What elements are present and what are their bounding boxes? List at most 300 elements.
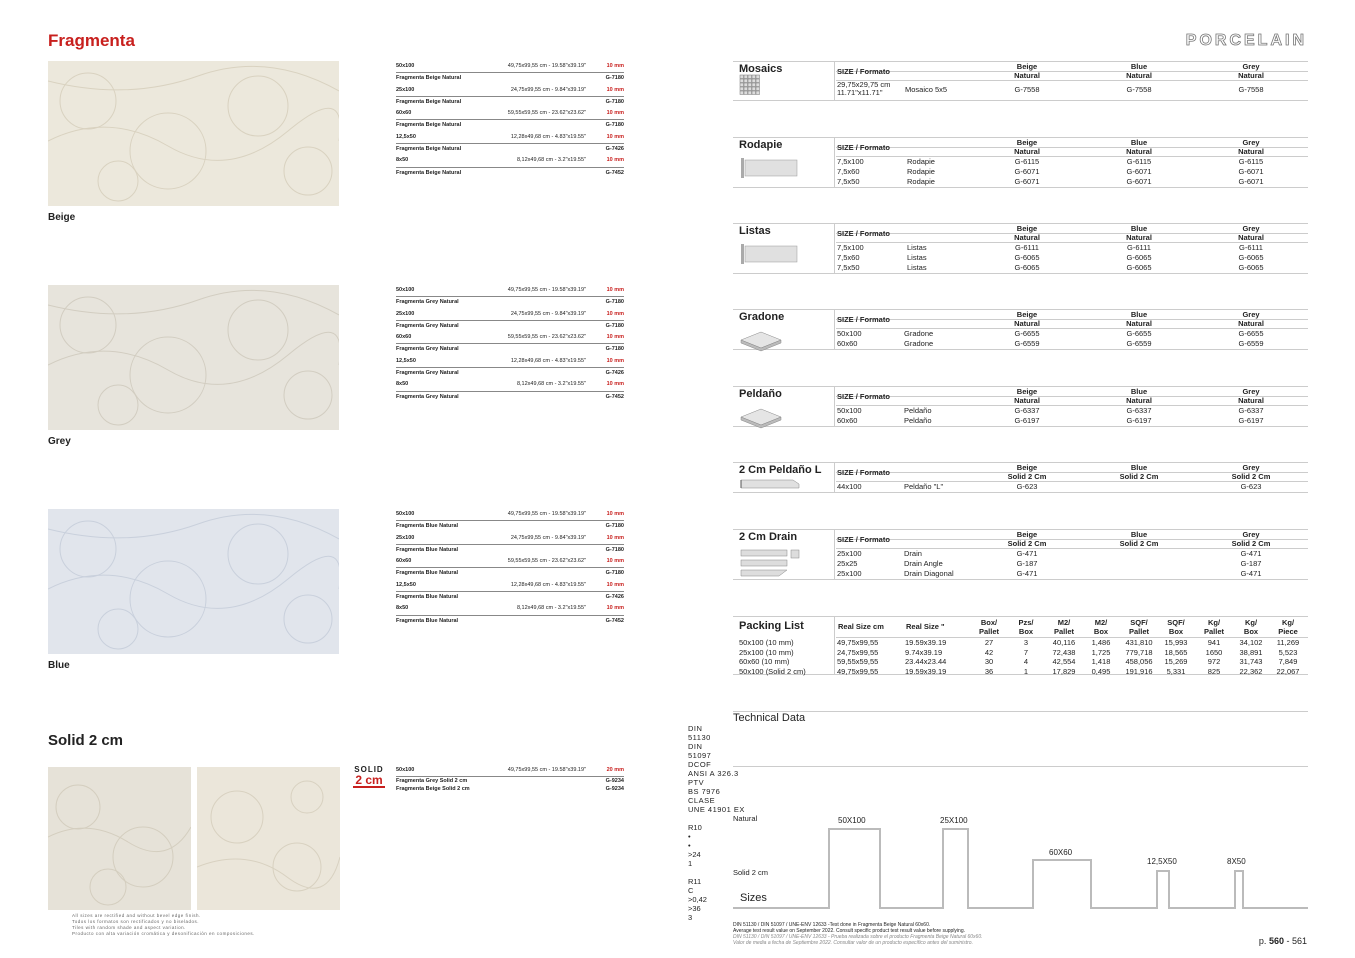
color-header: Beige — [1016, 224, 1038, 233]
spec-name-row — [396, 545, 624, 556]
packing-cell: 22,362 — [1239, 666, 1263, 676]
accessory-title: 2 Cm Drain — [739, 531, 798, 543]
row-name: Gradone — [904, 329, 934, 338]
spec-thickness: 10 mm — [606, 157, 624, 164]
color-header: Beige — [1016, 138, 1038, 147]
color-header: Blue — [1130, 138, 1148, 147]
spec-size-row — [396, 556, 624, 568]
row-code: G-6197 — [1014, 416, 1040, 425]
packing-cell: 458,056 — [1125, 657, 1153, 666]
spec-name-row — [396, 616, 624, 627]
divider — [834, 138, 835, 187]
spec-code: G-7426 — [605, 146, 624, 153]
tech-header: 51097 — [688, 751, 712, 760]
row-code: G-6065 — [1014, 253, 1040, 262]
packing-header: Kg/ Pallet — [1203, 618, 1224, 636]
spec-dimensions: 59,55x59,55 cm - 23.62"x23.62" — [507, 334, 586, 341]
accessory-title: Listas — [739, 225, 771, 237]
row-name: Rodapie — [907, 167, 935, 176]
tech-header: BS 7976 — [688, 787, 721, 796]
color-header: Grey — [1242, 138, 1260, 147]
packing-cell: 31,743 — [1239, 657, 1263, 666]
spec-thickness: 20 mm — [606, 767, 624, 773]
spec-thickness: 10 mm — [606, 310, 624, 317]
size-header: SIZE / Formato — [837, 392, 890, 401]
spec-dimensions: 8,12x49,68 cm - 3.2"x19.55" — [516, 381, 586, 388]
row-code: G-6115 — [1014, 157, 1040, 166]
color-header: Beige — [1016, 387, 1038, 396]
row-name: Rodapie — [907, 157, 935, 166]
spec-size: 50x100 — [396, 63, 415, 69]
accessory-listas — [733, 223, 1308, 274]
packing-cell: 17,829 — [1052, 666, 1076, 676]
accessory-illustration — [739, 156, 799, 182]
finish-header: Natural — [1238, 147, 1264, 156]
row-size: 25x100 — [837, 549, 862, 558]
spec-dimensions: 49,75x99,55 cm - 19.58"x39.19" — [507, 63, 586, 69]
row-code: G-6111 — [1127, 243, 1151, 252]
tech-header: 51130 — [688, 733, 711, 742]
packing-cell: 49,75x99,55 — [837, 638, 879, 647]
spec-name-row — [396, 521, 624, 532]
size-label: 12,5X50 — [1147, 857, 1177, 866]
packing-cell: 1 — [1023, 666, 1029, 676]
spec-code: G-7452 — [605, 169, 624, 176]
finish-header: Natural — [1014, 71, 1040, 80]
sizes-line — [733, 829, 1308, 908]
packing-header: Real Size " — [906, 622, 945, 631]
packing-cell: 42,554 — [1052, 657, 1076, 666]
finish-header: Natural — [1126, 396, 1152, 405]
packing-header: SQF/ Pallet — [1128, 618, 1149, 636]
spec-table-beige — [396, 61, 624, 179]
row-code: G-6337 — [1014, 406, 1040, 415]
packing-cell: 42 — [984, 647, 994, 657]
spec-code: G-7452 — [605, 617, 624, 624]
tile-image-solid-grey — [48, 767, 191, 910]
spec-dimensions: 24,75x99,55 cm - 9.84"x39.19" — [510, 86, 586, 93]
row-code: G-6071 — [1014, 177, 1040, 186]
tech-row-label: Natural — [733, 814, 758, 823]
spec-name-row — [396, 168, 624, 179]
spec-name-row — [396, 144, 624, 155]
spec-size-row — [396, 61, 624, 73]
spec-table-blue — [396, 509, 624, 627]
packing-cell: 27 — [984, 638, 994, 647]
accessory-mosaics — [733, 61, 1308, 101]
spec-code: G-7180 — [605, 322, 624, 329]
finish-header: Natural — [1014, 319, 1040, 328]
tech-header: PTV — [688, 778, 705, 787]
row-code: G-471 — [1240, 569, 1262, 578]
spec-name: Fragmenta Beige Natural — [396, 122, 462, 129]
spec-size: 60x60 — [396, 110, 412, 117]
spec-code: G-9234 — [605, 786, 624, 793]
spec-name: Fragmenta Grey Natural — [396, 299, 459, 306]
packing-header: M2/ Box — [1093, 618, 1109, 636]
finish-header: Natural — [1238, 319, 1264, 328]
row-code: G-187 — [1240, 559, 1262, 568]
color-header: Grey — [1242, 530, 1260, 539]
accessory-illustration — [739, 476, 801, 492]
tile-image-grey — [48, 285, 339, 430]
spec-size: 60x60 — [396, 558, 412, 565]
spec-dimensions: 12,28x49,68 cm - 4.83"x19.55" — [510, 133, 586, 140]
collection-label: Beige — [48, 212, 76, 223]
finish-header: Solid 2 Cm — [1119, 539, 1159, 548]
sizes-title: Sizes — [740, 892, 767, 904]
spec-thickness: 10 mm — [606, 511, 624, 517]
packing-cell: 5,523 — [1278, 647, 1298, 657]
row-size: 29,75x29,75 cm 11.71"x11.71" — [837, 80, 891, 97]
spec-size-row — [396, 132, 624, 144]
row-code: G-6065 — [1238, 263, 1264, 272]
row-code: G-6337 — [1238, 406, 1264, 415]
row-size: 7,5x100 — [837, 157, 864, 166]
spec-size: 25x100 — [396, 86, 415, 93]
packing-cell: 825 — [1207, 666, 1221, 676]
packing-format: 50x100 (10 mm) — [739, 638, 794, 647]
tech-cell: R11 — [688, 877, 702, 886]
row-size: 50x100 — [837, 406, 862, 415]
footnote-line: Todos los formatos son rectificados y no biselados. — [72, 919, 200, 924]
row-name: Peldaño — [904, 416, 932, 425]
tech-cell: R10 — [688, 823, 702, 832]
spec-name-row — [396, 568, 624, 579]
packing-format: 25x100 (10 mm) — [739, 647, 794, 657]
packing-cell: 0,495 — [1091, 666, 1111, 676]
solid-badge-thickness: 2 cm — [353, 774, 385, 788]
row-size: 60x60 — [837, 416, 858, 425]
packing-cell: 191,916 — [1125, 666, 1153, 676]
finish-header: Solid 2 Cm — [1007, 539, 1047, 548]
spec-size: 12,5x50 — [396, 581, 416, 588]
color-header: Beige — [1016, 463, 1038, 472]
spec-code: G-7452 — [605, 393, 624, 400]
spec-name-row — [396, 392, 624, 403]
row-size: 50x100 — [837, 329, 862, 338]
row-code: G-6115 — [1238, 157, 1264, 166]
spec-code: G-7180 — [605, 98, 624, 105]
finish-header: Natural — [1126, 147, 1152, 156]
row-size: 7,5x100 — [837, 243, 864, 252]
packing-format: 50x100 (Solid 2 cm) — [739, 666, 806, 676]
spec-name-row — [396, 368, 624, 379]
accessory-title: Gradone — [739, 311, 785, 323]
packing-cell: 19.59x39.19 — [905, 638, 947, 647]
solid-badge-label: SOLID — [354, 765, 384, 774]
divider — [834, 62, 835, 100]
row-name: Listas — [907, 263, 927, 272]
size-header: SIZE / Formato — [837, 535, 890, 544]
row-size: 25x100 — [837, 569, 862, 578]
accessory-illustration — [739, 242, 799, 268]
spec-code: G-9234 — [605, 778, 624, 785]
accessory-illustration — [739, 74, 761, 98]
accessory-title: Mosaics — [739, 63, 783, 75]
row-code: G-471 — [1016, 569, 1038, 578]
size-label: 50X100 — [838, 816, 866, 825]
row-code: G-187 — [1016, 559, 1038, 568]
spec-name-row — [396, 321, 624, 332]
divider — [834, 617, 835, 674]
packing-cell: 9.74x39.19 — [905, 647, 943, 657]
size-header: SIZE / Formato — [837, 67, 890, 76]
packing-cell: 7,849 — [1278, 657, 1298, 666]
row-code: G-6655 — [1014, 329, 1040, 338]
finish-header: Natural — [1126, 71, 1152, 80]
row-code: G-6559 — [1238, 339, 1264, 348]
row-code: G-7558 — [1238, 85, 1264, 94]
packing-cell: 72,438 — [1052, 647, 1076, 657]
size-header: SIZE / Formato — [837, 315, 890, 324]
spec-name-row — [396, 297, 624, 308]
packing-cell: 23.44x23.44 — [905, 657, 947, 666]
packing-cell: 3 — [1023, 638, 1029, 647]
spec-code: G-7180 — [605, 546, 624, 553]
finish-header: Solid 2 Cm — [1119, 472, 1159, 481]
row-code: G-7558 — [1014, 85, 1040, 94]
color-header: Grey — [1242, 224, 1260, 233]
spec-size-row — [396, 509, 624, 521]
packing-cell: 15,269 — [1164, 657, 1188, 666]
spec-name-row — [396, 73, 624, 84]
packing-title: Packing List — [739, 620, 804, 632]
spec-size-row — [396, 379, 624, 391]
finish-header: Natural — [1014, 147, 1040, 156]
size-label: 8X50 — [1227, 857, 1246, 866]
accessory-2-cm-pelda-o-l — [733, 462, 1308, 493]
page-number — [1259, 936, 1307, 946]
spec-dimensions: 8,12x49,68 cm - 3.2"x19.55" — [516, 605, 586, 612]
spec-name: Fragmenta Blue Natural — [396, 617, 459, 624]
color-header: Grey — [1242, 310, 1260, 319]
packing-cell: 59,55x59,55 — [837, 657, 879, 666]
tech-header: DIN — [688, 742, 703, 751]
packing-cell: 5,331 — [1166, 666, 1186, 676]
tech-header: CLASE — [688, 796, 716, 805]
row-name: Listas — [907, 243, 927, 252]
size-label: 25X100 — [940, 816, 968, 825]
spec-name: Fragmenta Blue Natural — [396, 594, 459, 601]
category-title: PORCELAIN — [1185, 32, 1307, 49]
spec-dimensions: 24,75x99,55 cm - 9.84"x39.19" — [510, 310, 586, 317]
row-name: Drain — [904, 549, 922, 558]
spec-size-row — [396, 155, 624, 167]
packing-cell: 40,116 — [1052, 638, 1076, 647]
packing-cell: 36 — [984, 666, 994, 676]
footnote — [72, 913, 255, 937]
brand-title: Fragmenta — [48, 31, 135, 50]
color-header: Grey — [1242, 62, 1260, 71]
accessory-title: 2 Cm Peldaño L — [739, 464, 822, 476]
row-code: G-6065 — [1126, 253, 1152, 262]
spec-code: G-7180 — [605, 523, 624, 530]
solid-heading: Solid 2 cm — [48, 732, 124, 749]
size-header: SIZE / Formato — [837, 229, 890, 238]
spec-size-row — [396, 580, 624, 592]
accessory-title: Rodapie — [739, 139, 783, 151]
tech-header: DIN — [688, 724, 703, 733]
row-code: G-6337 — [1126, 406, 1152, 415]
spec-dimensions: 12,28x49,68 cm - 4.83"x19.55" — [510, 581, 586, 588]
spec-size: 50x100 — [396, 767, 415, 773]
packing-cell: 1,725 — [1091, 647, 1111, 657]
spec-code: G-7180 — [605, 570, 624, 577]
row-name: Listas — [907, 253, 927, 262]
row-code: G-623 — [1016, 482, 1038, 491]
spec-thickness: 10 mm — [606, 534, 624, 541]
row-size: 44x100 — [837, 482, 862, 491]
row-name: Peldaño — [904, 406, 932, 415]
packing-cell: 19.59x39.19 — [905, 666, 947, 676]
row-name: Drain Angle — [904, 559, 943, 568]
tech-header: DCOF — [688, 760, 712, 769]
packing-cell: 38,891 — [1239, 647, 1263, 657]
collection-label: Blue — [48, 660, 70, 671]
spec-size-row — [396, 332, 624, 344]
sizes-outline — [733, 810, 1308, 910]
tech-header: ANSI A 326.3 — [688, 769, 739, 778]
packing-header: Real Size cm — [838, 622, 884, 631]
tech-cell: >36 — [688, 904, 701, 913]
row-code: G-6071 — [1238, 177, 1264, 186]
spec-size-row — [396, 309, 624, 321]
footnote-line: Producto con alta variación cromática y desonificación en composiciones. — [72, 931, 255, 936]
row-name: Rodapie — [907, 177, 935, 186]
spec-thickness: 10 mm — [606, 581, 624, 588]
footnote-line: All sizes are rectified and without bevel edge finish. — [72, 913, 201, 918]
spec-thickness: 10 mm — [606, 133, 624, 140]
packing-header: Kg/ Piece — [1278, 618, 1298, 636]
spec-size-row — [396, 765, 624, 777]
spec-size-row — [396, 533, 624, 545]
spec-size: 60x60 — [396, 334, 412, 341]
row-name: Drain Diagonal — [904, 569, 954, 578]
spec-thickness: 10 mm — [606, 605, 624, 612]
row-size: 25x25 — [837, 559, 858, 568]
finish-header: Solid 2 Cm — [1231, 472, 1271, 481]
packing-cell: 972 — [1207, 657, 1221, 666]
packing-cell: 7 — [1023, 647, 1029, 657]
accessory-illustration — [739, 405, 783, 431]
spec-size: 50x100 — [396, 511, 415, 517]
accessory-illustration — [739, 548, 801, 580]
spec-code: G-7180 — [605, 122, 624, 129]
spec-name: Fragmenta Blue Natural — [396, 570, 459, 577]
spec-name: Fragmenta Beige Natural — [396, 98, 462, 105]
row-code: G-6559 — [1126, 339, 1152, 348]
row-name: Peldaño "L" — [904, 482, 944, 491]
color-header: Blue — [1130, 224, 1148, 233]
finish-header: Natural — [1238, 233, 1264, 242]
tech-cell: • — [688, 841, 691, 850]
row-code: G-7558 — [1126, 85, 1152, 94]
packing-cell: 941 — [1207, 638, 1221, 647]
row-size: 7,5x50 — [837, 177, 860, 186]
tile-image-solid-beige — [197, 767, 340, 910]
spec-dimensions: 49,75x99,55 cm - 19.58"x39.19" — [507, 767, 586, 773]
page-left: 560 — [1268, 936, 1284, 946]
finish-header: Natural — [1238, 396, 1264, 405]
packing-cell: 49,75x99,55 — [837, 666, 879, 676]
spec-thickness: 10 mm — [606, 334, 624, 341]
collection-label: Grey — [48, 436, 71, 447]
row-name: Gradone — [904, 339, 934, 348]
divider — [834, 387, 835, 426]
packing-format: 60x60 (10 mm) — [739, 657, 790, 666]
row-code: G-6065 — [1014, 263, 1040, 272]
spec-code: G-7180 — [605, 346, 624, 353]
accessory-rodapie — [733, 137, 1308, 188]
color-header: Blue — [1130, 62, 1148, 71]
color-header: Beige — [1016, 310, 1038, 319]
solid-spec-table — [396, 765, 624, 793]
tech-footnote: DIN 51130 / DIN 51097 / UNE-ENV 12633 -Test done in Fragmenta Beige Natural 60x60. — [733, 922, 931, 928]
size-header: SIZE / Formato — [837, 468, 890, 477]
packing-header: M2/ Pallet — [1053, 618, 1074, 636]
spec-thickness: 10 mm — [606, 357, 624, 364]
row-code: G-6071 — [1238, 167, 1264, 176]
spec-name: Fragmenta Beige Solid 2 cm — [396, 786, 470, 793]
row-code: G-471 — [1240, 549, 1262, 558]
spec-dimensions: 49,75x99,55 cm - 19.58"x39.19" — [507, 287, 586, 293]
spec-size: 8x50 — [396, 605, 409, 612]
spec-name: Fragmenta Grey Natural — [396, 393, 459, 400]
row-code: G-6065 — [1238, 253, 1264, 262]
row-code: G-6071 — [1014, 167, 1040, 176]
row-code: G-6197 — [1238, 416, 1264, 425]
tech-cell: >0,42 — [688, 895, 707, 904]
divider — [834, 463, 835, 492]
spec-name: Fragmenta Grey Solid 2 cm — [396, 778, 468, 785]
finish-header: Solid 2 Cm — [1007, 472, 1047, 481]
tile-image-blue — [48, 509, 339, 654]
packing-cell: 779,718 — [1125, 647, 1153, 657]
color-header: Grey — [1242, 387, 1260, 396]
spec-name: Fragmenta Beige Natural — [396, 169, 462, 176]
page-right: 561 — [1291, 936, 1307, 946]
spec-name-row — [396, 120, 624, 131]
divider — [834, 310, 835, 349]
tech-cell: >24 — [688, 850, 701, 859]
spec-thickness: 10 mm — [606, 63, 624, 69]
divider — [836, 80, 1308, 81]
row-code: G-6115 — [1126, 157, 1152, 166]
spec-thickness: 10 mm — [606, 381, 624, 388]
spec-size-row — [396, 85, 624, 97]
sizes-diagram — [733, 810, 1308, 910]
packing-header: Box/ Pallet — [978, 618, 999, 636]
accessory-gradone — [733, 309, 1308, 350]
packing-list-table — [733, 616, 1308, 675]
row-code: G-6559 — [1014, 339, 1040, 348]
spec-size: 12,5x50 — [396, 357, 416, 364]
row-code: G-6071 — [1126, 177, 1152, 186]
spec-size-row — [396, 603, 624, 615]
spec-thickness: 10 mm — [606, 110, 624, 117]
spec-size: 12,5x50 — [396, 133, 416, 140]
spec-thickness: 10 mm — [606, 558, 624, 565]
accessory-2-cm-drain — [733, 529, 1308, 580]
row-name: Mosaico 5x5 — [905, 85, 948, 94]
spec-size: 50x100 — [396, 287, 415, 293]
spec-dimensions: 49,75x99,55 cm - 19.58"x39.19" — [507, 511, 586, 517]
packing-header: SQF/ Box — [1167, 618, 1185, 636]
row-size: 7,5x50 — [837, 263, 860, 272]
tile-image-beige — [48, 61, 339, 206]
color-header: Beige — [1016, 530, 1038, 539]
